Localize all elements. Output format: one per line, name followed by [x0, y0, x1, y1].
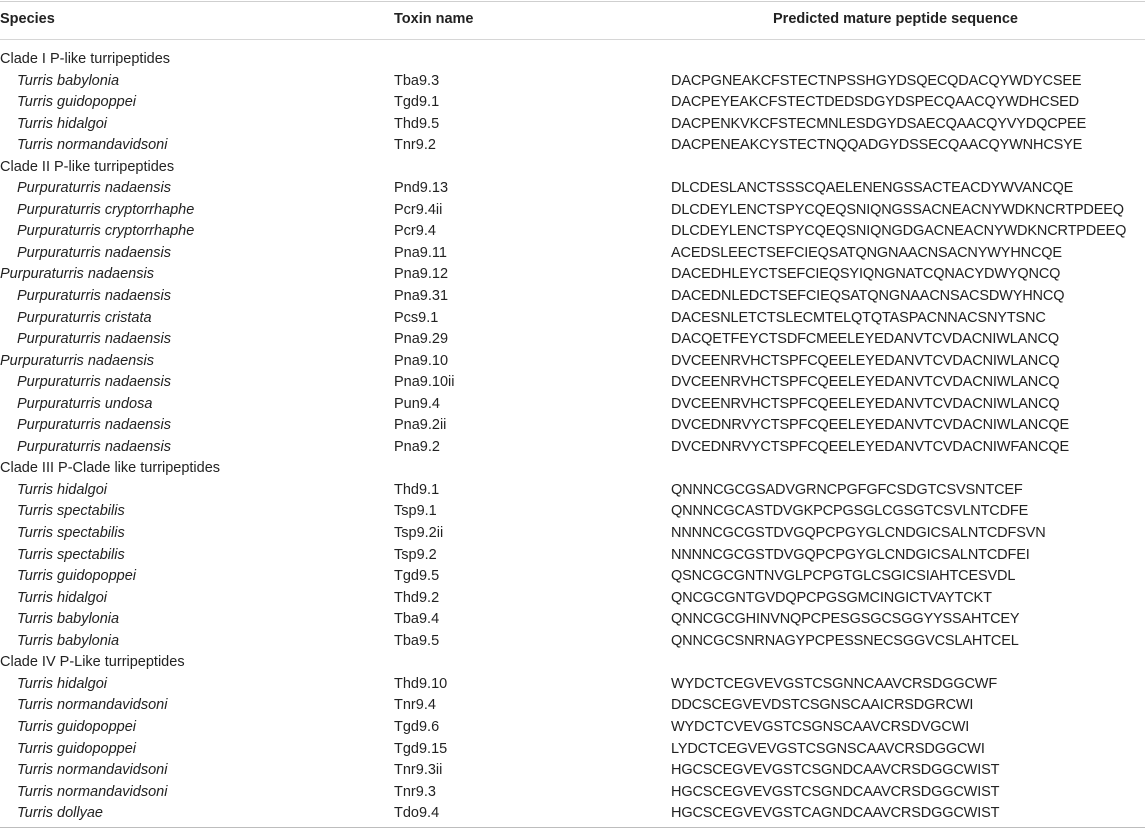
toxin-name-cell: Pna9.2: [394, 438, 440, 455]
species-cell: Turris normandavidsoni: [17, 783, 168, 800]
species-cell: Turris normandavidsoni: [17, 137, 168, 154]
toxin-name-cell: Thd9.1: [394, 481, 440, 498]
header-rule: [0, 39, 1145, 40]
table-row: [0, 329, 1145, 351]
sequence-cell: DDCSCEGVEVDSTCSGNSCAAICRSDGRCWI: [671, 697, 974, 714]
clade-header-row: [0, 49, 1145, 71]
toxin-name-cell: Tgd9.6: [394, 718, 440, 735]
table-row: [0, 717, 1145, 739]
table-row: [0, 674, 1145, 696]
species-cell: Turris hidalgoi: [17, 589, 107, 606]
table-row: [0, 415, 1145, 437]
species-cell: Turris guidopoppei: [17, 568, 137, 585]
toxin-name-cell: Pna9.12: [394, 266, 449, 283]
table-row: [0, 351, 1145, 373]
table-row: [0, 308, 1145, 330]
sequence-cell: DVCEENRVHCTSPFCQEELEYEDANVTCVDACNIWLANCQ: [671, 352, 1060, 369]
table-row: [0, 437, 1145, 459]
toxin-name-cell: Tgd9.15: [394, 740, 448, 757]
toxin-name-cell: Pcr9.4: [394, 223, 436, 240]
sequence-cell: DACPGNEAKCFSTECTNPSSHGYDSQECQDACQYWDYCSEE: [671, 72, 1082, 89]
table-row: [0, 71, 1145, 93]
toxin-name-cell: Tnr9.3: [394, 783, 436, 800]
table-row: [0, 739, 1145, 761]
sequence-cell: QSNCGCGNTNVGLPCPGTGLCSGICSIAHTCESVDL: [671, 568, 1016, 585]
sequence-cell: DACQETFEYCTSDFCMEELEYEDANVTCVDACNIWLANCQ: [671, 331, 1059, 348]
sequence-cell: DVCEDNRVYCTSPFCQEELEYEDANVTCVDACNIWFANCQE: [671, 438, 1070, 455]
toxin-name-cell: Pna9.10: [394, 352, 449, 369]
species-cell: Turris hidalgoi: [17, 675, 107, 692]
species-cell: Turris babylonia: [17, 72, 120, 89]
species-cell: Purpuraturris nadaensis: [17, 331, 171, 348]
species-cell: Turris spectabilis: [17, 546, 125, 563]
toxin-name-cell: Pcs9.1: [394, 309, 439, 326]
toxin-name-cell: Tba9.5: [394, 632, 440, 649]
species-cell: Purpuraturris cryptorrhaphe: [17, 201, 195, 218]
toxin-name-cell: Tsp9.1: [394, 503, 437, 520]
species-cell: Turris normandavidsoni: [17, 697, 168, 714]
sequence-cell: DACPEYEAKCFSTECTDEDSDGYDSPECQAACQYWDHCSED: [671, 94, 1079, 111]
toxin-name-cell: Pna9.2ii: [394, 417, 447, 434]
sequence-cell: WYDCTCEGVEVGSTCSGNNCAAVCRSDGGCWF: [671, 675, 998, 692]
table-row: [0, 243, 1145, 265]
table-row: [0, 566, 1145, 588]
species-cell: Turris dollyae: [17, 805, 103, 822]
toxin-name-cell: Tsp9.2ii: [394, 525, 444, 542]
toxin-name-cell: Pun9.4: [394, 395, 440, 412]
toxin-name-cell: Thd9.2: [394, 589, 440, 606]
toxin-name-cell: Pna9.10ii: [394, 374, 455, 391]
toxin-name-cell: Tnr9.4: [394, 697, 436, 714]
species-cell: Turris babylonia: [17, 632, 120, 649]
table-row: [0, 609, 1145, 631]
toxin-name-cell: Pna9.29: [394, 331, 449, 348]
species-cell: Purpuraturris cryptorrhaphe: [17, 223, 195, 240]
sequence-cell: DLCDESLANCTSSSCQAELENENGSSACTEACDYWVANCQE: [671, 180, 1074, 197]
table-row: [0, 523, 1145, 545]
sequence-cell: DVCEENRVHCTSPFCQEELEYEDANVTCVDACNIWLANCQ: [671, 395, 1060, 412]
toxin-name-cell: Thd9.10: [394, 675, 448, 692]
toxin-name-cell: Pnd9.13: [394, 180, 449, 197]
species-cell: Turris hidalgoi: [17, 115, 107, 132]
species-cell: Purpuraturris nadaensis: [0, 266, 154, 283]
species-cell: Purpuraturris nadaensis: [17, 417, 171, 434]
table-row: [0, 803, 1145, 825]
sequence-cell: QNCGCGNTGVDQPCPGSGMCINGICTVAYTCKT: [671, 589, 992, 606]
table-row: [0, 286, 1145, 308]
clade-header-row: [0, 157, 1145, 179]
species-cell: Purpuraturris nadaensis: [0, 352, 154, 369]
clade-header-row: [0, 458, 1145, 480]
species-cell: Turris babylonia: [17, 611, 120, 628]
toxin-name-cell: Tba9.4: [394, 611, 440, 628]
sequence-cell: QNNCGCGHINVNQPCPESGSGCSGGYYSSAHTCEY: [671, 611, 1020, 628]
species-cell: Turris normandavidsoni: [17, 762, 168, 779]
header-species: Species: [0, 11, 55, 27]
species-cell: Purpuraturris cristata: [17, 309, 152, 326]
table-row: [0, 782, 1145, 804]
table-row: [0, 695, 1145, 717]
toxin-name-cell: Thd9.5: [394, 115, 440, 132]
species-cell: Purpuraturris undosa: [17, 395, 153, 412]
sequence-cell: QNNNCGCASTDVGKPCPGSGLCGSGTCSVLNTCDFE: [671, 503, 1029, 520]
sequence-cell: HGCSCEGVEVGSTCSGNDCAAVCRSDGGCWIST: [671, 783, 1000, 800]
clade-label: Clade I P-like turripeptides: [0, 51, 171, 67]
clade-header-row: [0, 652, 1145, 674]
sequence-cell: NNNNCGCGSTDVGQPCPGYGLCNDGICSALNTCDFEI: [671, 546, 1030, 563]
table-row: [0, 394, 1145, 416]
species-cell: Turris guidopoppei: [17, 94, 137, 111]
sequence-cell: DACPENKVKCFSTECMNLESDGYDSAECQAACQYVYDQCPEE: [671, 115, 1087, 132]
table-row: [0, 631, 1145, 653]
toxin-name-cell: Tgd9.5: [394, 568, 440, 585]
header-toxin-name: Toxin name: [394, 11, 474, 27]
toxin-name-cell: Tsp9.2: [394, 546, 437, 563]
table-row: [0, 135, 1145, 157]
table-body: [0, 49, 1145, 825]
sequence-cell: DLCDEYLENCTSPYCQEQSNIQNGSSACNEACNYWDKNCRTPDEEQ: [671, 201, 1124, 218]
toxin-name-cell: Tnr9.3ii: [394, 762, 443, 779]
sequence-cell: QNNCGCSNRNAGYPCPESSNECSGGVCSLAHTCEL: [671, 632, 1019, 649]
header-sequence: Predicted mature peptide sequence: [773, 11, 1018, 27]
table-row: [0, 501, 1145, 523]
sequence-cell: DACPENEAKCYSTECTNQQADGYDSSECQAACQYWNHCSYE: [671, 137, 1083, 154]
species-cell: Turris guidopoppei: [17, 718, 137, 735]
toxin-name-cell: Tba9.3: [394, 72, 440, 89]
toxin-name-cell: Pna9.11: [394, 244, 447, 261]
sequence-cell: DACESNLETCTSLECMTELQTQTASPACNNACSNYTSNC: [671, 309, 1046, 326]
sequence-cell: DVCEENRVHCTSPFCQEELEYEDANVTCVDACNIWLANCQ: [671, 374, 1060, 391]
sequence-cell: HGCSCEGVEVGSTCAGNDCAAVCRSDGGCWIST: [671, 805, 1000, 822]
table-top-rule: [0, 1, 1145, 2]
sequence-cell: HGCSCEGVEVGSTCSGNDCAAVCRSDGGCWIST: [671, 762, 1000, 779]
sequence-cell: DLCDEYLENCTSPYCQEQSNIQNGDGACNEACNYWDKNCRTPDEEQ: [671, 223, 1127, 240]
table-row: [0, 760, 1145, 782]
sequence-cell: WYDCTCVEVGSTCSGNSCAAVCRSDVGCWI: [671, 718, 970, 735]
table-row: [0, 200, 1145, 222]
clade-label: Clade III P-Clade like turripeptides: [0, 460, 221, 477]
sequence-cell: LYDCTCEGVEVGSTCSGNSCAAVCRSDGGCWI: [671, 740, 985, 757]
sequence-cell: DACEDNLEDCTSEFCIEQSATQNGNAACNSACSDWYHNCQ: [671, 288, 1065, 305]
species-cell: Purpuraturris nadaensis: [17, 244, 171, 261]
table-row: [0, 264, 1145, 286]
sequence-cell: DVCEDNRVYCTSPFCQEELEYEDANVTCVDACNIWLANCQE: [671, 417, 1070, 434]
species-cell: Purpuraturris nadaensis: [17, 180, 171, 197]
table-row: [0, 178, 1145, 200]
species-cell: Turris spectabilis: [17, 503, 125, 520]
clade-label: Clade IV P-Like turripeptides: [0, 654, 185, 671]
table-row: [0, 114, 1145, 136]
sequence-cell: QNNNCGCGSADVGRNCPGFGFCSDGTCSVSNTCEF: [671, 481, 1023, 498]
species-cell: Purpuraturris nadaensis: [17, 438, 171, 455]
toxin-name-cell: Pna9.31: [394, 288, 449, 305]
sequence-cell: NNNNCGCGSTDVGQPCPGYGLCNDGICSALNTCDFSVN: [671, 525, 1046, 542]
toxin-name-cell: Pcr9.4ii: [394, 201, 443, 218]
table-row: [0, 92, 1145, 114]
table-row: [0, 480, 1145, 502]
table-bottom-rule: [0, 827, 1145, 828]
toxin-name-cell: Tdo9.4: [394, 805, 440, 822]
species-cell: Turris spectabilis: [17, 525, 125, 542]
sequence-cell: ACEDSLEECTSEFCIEQSATQNGNAACNSACNYWYHNCQE: [671, 244, 1062, 261]
clade-label: Clade II P-like turripeptides: [0, 158, 175, 175]
species-cell: Purpuraturris nadaensis: [17, 374, 171, 391]
toxin-name-cell: Tnr9.2: [394, 137, 436, 154]
table-row: [0, 372, 1145, 394]
table-row: [0, 221, 1145, 243]
species-cell: Turris hidalgoi: [17, 481, 107, 498]
species-cell: Purpuraturris nadaensis: [17, 288, 171, 305]
table-row: [0, 588, 1145, 610]
toxin-name-cell: Tgd9.1: [394, 94, 440, 111]
sequence-cell: DACEDHLEYCTSEFCIEQSYIQNGNATCQNACYDWYQNCQ: [671, 266, 1061, 283]
species-cell: Turris guidopoppei: [17, 740, 137, 757]
table-row: [0, 545, 1145, 567]
